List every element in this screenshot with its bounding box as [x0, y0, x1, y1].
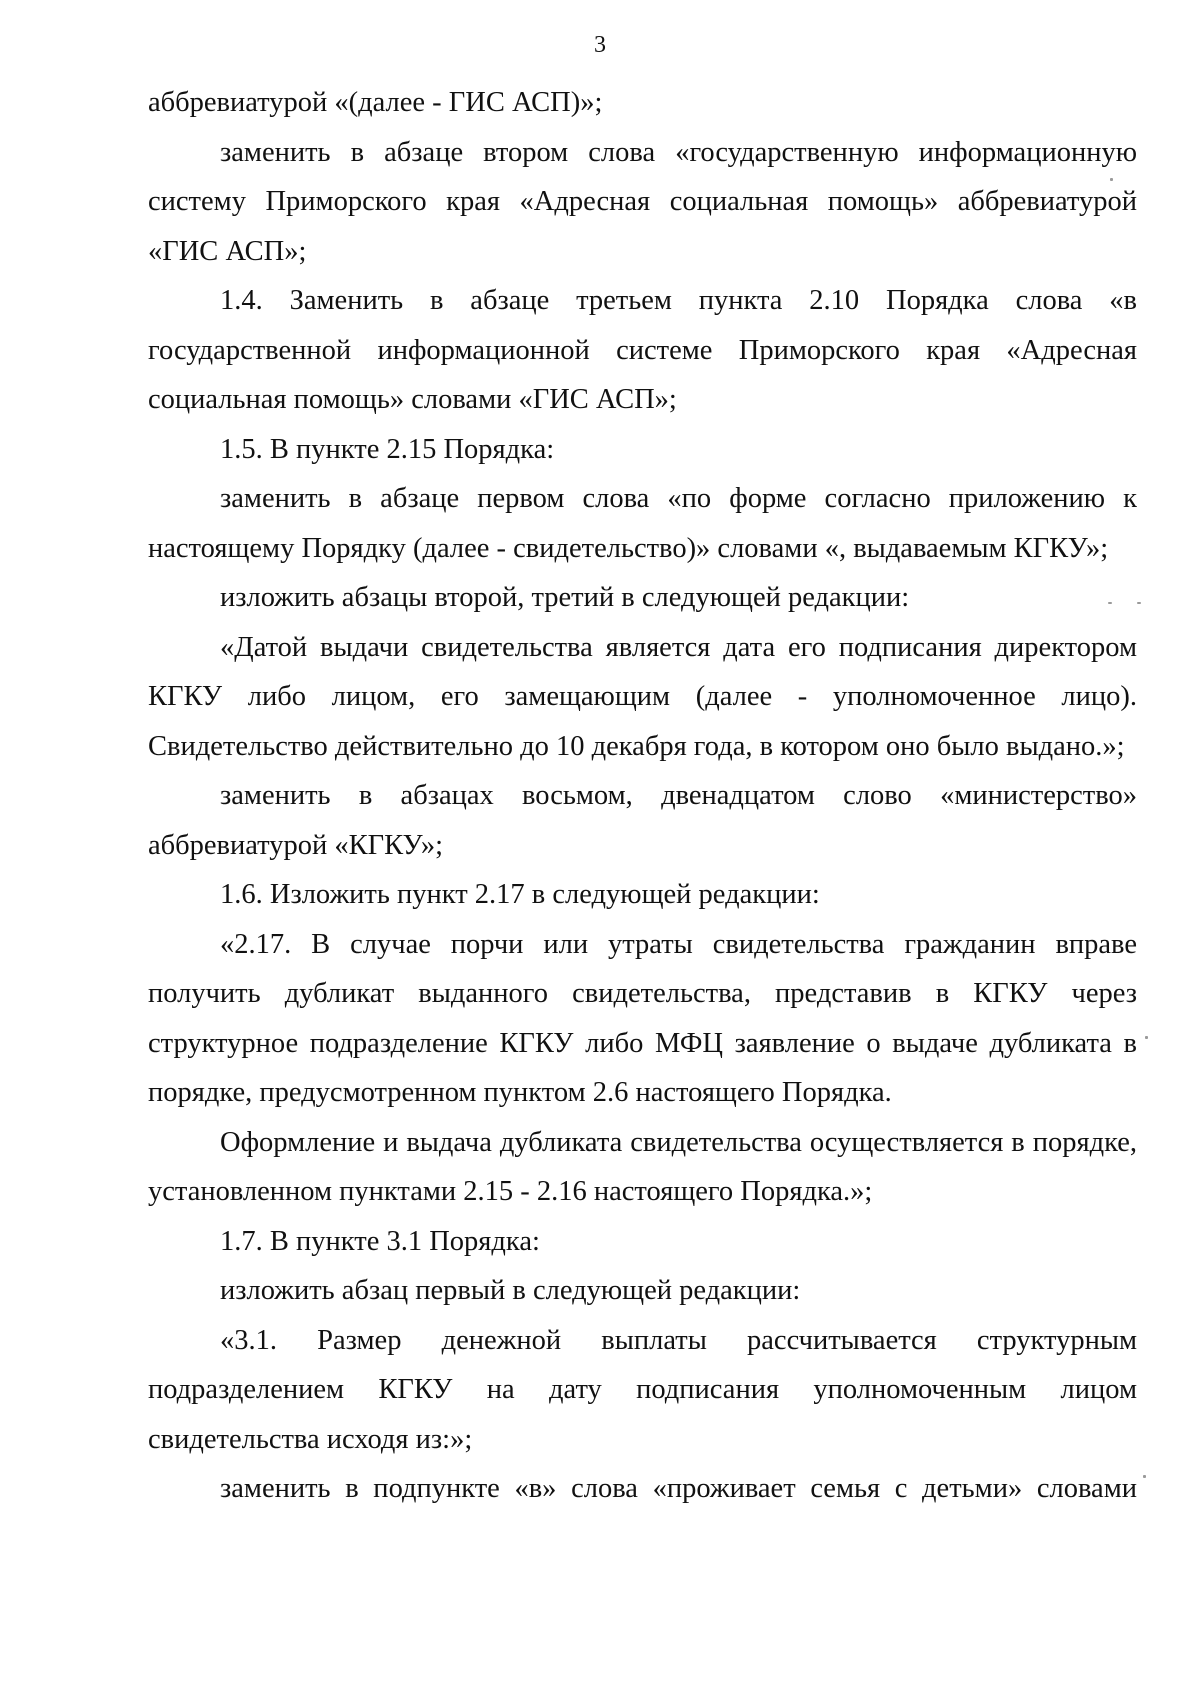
paragraph-13: изложить абзац первый в следующей редакции: — [220, 1275, 801, 1306]
scan-speck — [1108, 602, 1112, 604]
scan-speck — [1110, 178, 1113, 181]
paragraph-10: «2.17. В случае порчи или утраты свидетельства гражданин вправе получить дубликат выданного свидетельства, представив в КГКУ через структурное подразделение КГКУ либо МФЦ заявление о выдаче дубликата в порядке, предусмотренном пунктом 2.6 настоящего Порядка. — [148, 928, 1137, 1108]
paragraph-8: заменить в абзацах восьмом, двенадцатом слово «министерство» аббревиатурой «КГКУ»; — [148, 780, 1137, 861]
document-body — [148, 78, 1137, 1514]
paragraph-11: Оформление и выдача дубликата свидетельства осуществляется в порядке, установленном пунктами 2.15 - 2.16 настоящего Порядка.»; — [148, 1126, 1137, 1207]
paragraph-12: 1.7. В пункте 3.1 Порядка: — [220, 1225, 540, 1257]
scan-speck — [1143, 1475, 1146, 1478]
paragraph-15: заменить в подпункте «в» слова «проживает семья с детьми» словами — [220, 1473, 1137, 1504]
scan-speck — [1145, 1036, 1148, 1039]
paragraph-1: аббревиатурой «(далее - ГИС АСП)»; — [148, 87, 603, 118]
scan-speck — [1137, 602, 1141, 604]
paragraph-2: заменить в абзаце втором слова «государственную информационную систему Приморского края «Адресная социальная помощь» аббревиатурой «ГИС АСП»; — [148, 136, 1137, 267]
paragraph-3: 1.4. Заменить в абзаце третьем пункта 2.10 Порядка слова «в государственной информационной системе Приморского края «Адресная социальная помощь» словами «ГИС АСП»; — [148, 285, 1137, 415]
paragraph-14: «3.1. Размер денежной выплаты рассчитывается структурным подразделением КГКУ на дату подписания уполномоченным лицом свидетельства исходя из:»; — [148, 1324, 1137, 1455]
page-number: 3 — [594, 32, 606, 58]
paragraph-4: 1.5. В пункте 2.15 Порядка: — [220, 433, 555, 465]
paragraph-7: «Датой выдачи свидетельства является дата его подписания директором КГКУ либо лицом, его замещающим (далее - уполномоченное лицо). Свидетельство действительно до 10 декабря года, в котором оно было выдано.»; — [148, 631, 1137, 762]
paragraph-6: изложить абзацы второй, третий в следующей редакции: — [220, 582, 910, 613]
paragraph-9: 1.6. Изложить пункт 2.17 в следующей редакции: — [220, 879, 820, 910]
paragraph-5: заменить в абзаце первом слова «по форме согласно приложению к настоящему Порядку (далее - свидетельство)» словами «, выдаваемым КГКУ»; — [148, 483, 1137, 564]
